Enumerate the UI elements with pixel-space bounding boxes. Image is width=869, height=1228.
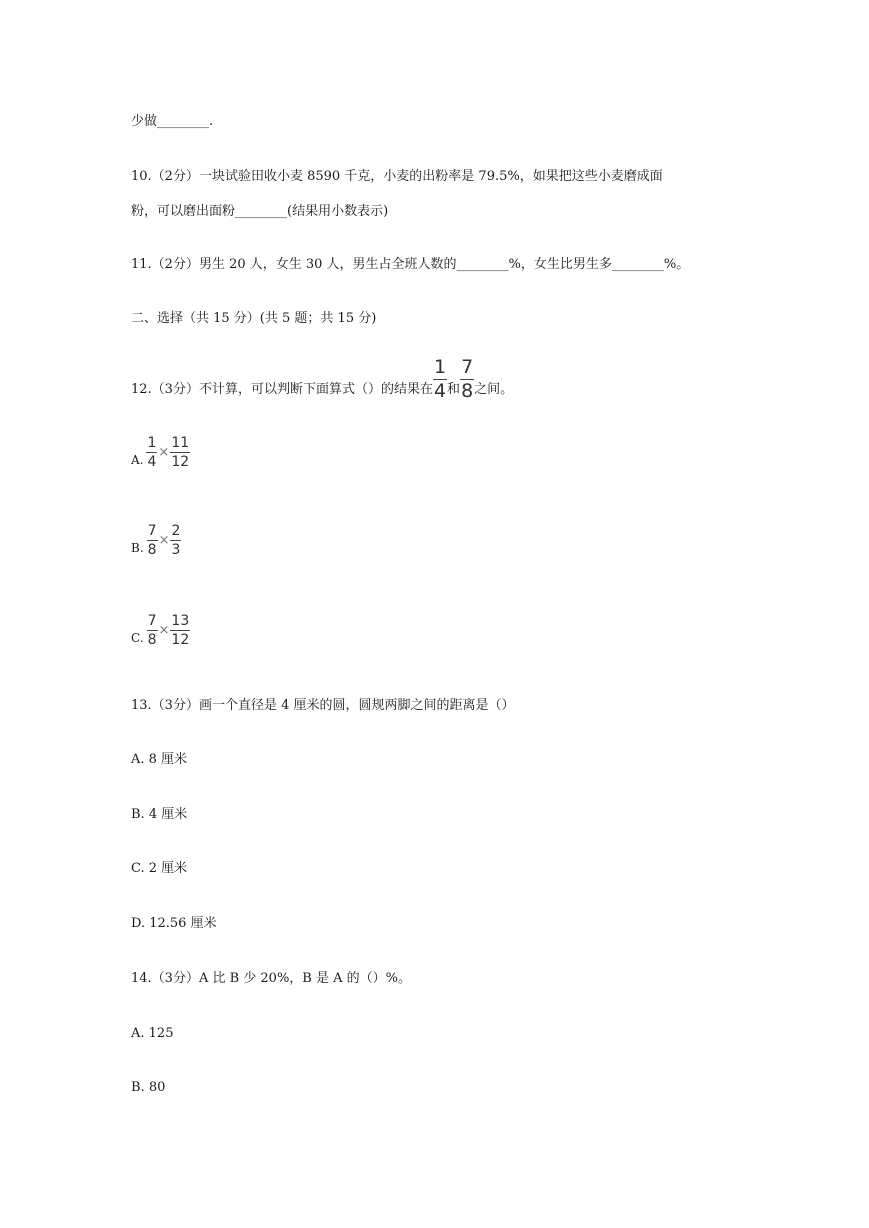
times-sign: ×: [158, 445, 170, 460]
q13-option-b: B. 4 厘米: [131, 807, 188, 822]
fraction-denominator: 8: [147, 632, 157, 648]
q12-option-c: [131, 614, 190, 647]
option-label: A.: [131, 453, 144, 467]
q10-text-line2: 粉，可以磨出面粉________(结果用小数表示): [131, 204, 389, 219]
option-label: C.: [131, 631, 144, 645]
q12-option-b: [131, 524, 181, 557]
section-heading-choice: 二、选择（共 15 分）(共 5 题；共 15 分): [131, 311, 377, 326]
fraction-denominator: 4: [147, 454, 157, 470]
option-label: B.: [131, 541, 144, 555]
q13-text: 13.（3分）画一个直径是 4 厘米的圆，圆规两脚之间的距离是（）: [131, 698, 515, 713]
q13-option-c: C. 2 厘米: [131, 861, 188, 876]
fraction-numerator: 1: [433, 356, 447, 378]
fraction-left: [147, 524, 158, 557]
q12-question: [131, 358, 513, 401]
fraction-right: [170, 524, 181, 557]
fraction-numerator: 1: [147, 435, 157, 451]
q14-option-a: A. 125: [131, 1026, 174, 1041]
fraction-left: [147, 614, 158, 647]
fraction-right: [170, 436, 190, 469]
q13-option-d: D. 12.56 厘米: [131, 916, 217, 931]
fraction-one-quarter: [433, 358, 447, 401]
fraction-left: [146, 436, 157, 469]
fraction-numerator: 11: [171, 435, 190, 451]
option-expression: [147, 524, 182, 557]
fraction-denominator: 12: [171, 632, 190, 648]
q13-option-a: A. 8 厘米: [131, 752, 188, 767]
fraction-numerator: 7: [147, 523, 157, 539]
option-expression: [147, 614, 191, 647]
fraction-numerator: 7: [147, 613, 157, 629]
fraction-denominator: 8: [147, 542, 157, 558]
q12-option-a: [131, 436, 190, 469]
fraction-right: [170, 614, 190, 647]
q14-option-b: B. 80: [131, 1080, 166, 1095]
q12-text-pre: 12.（3分）不计算，可以判断下面算式（）的结果在: [131, 382, 433, 397]
q12-text-post: 之间。: [474, 382, 514, 397]
option-expression: [146, 436, 190, 469]
times-sign: ×: [158, 533, 170, 548]
q11-text: 11.（2分）男生 20 人，女生 30 人，男生占全班人数的________%，女生比男生多________%。: [131, 257, 690, 272]
times-sign: ×: [158, 623, 170, 638]
fraction-numerator: 7: [461, 356, 474, 378]
q12-text-and: 和: [447, 382, 461, 397]
fraction-denominator: 4: [433, 380, 447, 402]
q9-tail-text: 少做________.: [131, 114, 214, 129]
fraction-denominator: 12: [171, 454, 190, 470]
fraction-numerator: 13: [171, 613, 190, 629]
fraction-seven-eighths: [460, 358, 474, 401]
q14-text: 14.（3分）A 比 B 少 20%，B 是 A 的（）%。: [131, 971, 412, 986]
fraction-denominator: 3: [171, 542, 181, 558]
q10-text-line1: 10.（2分）一块试验田收小麦 8590 千克，小麦的出粉率是 79.5%，如果把这些小麦磨成面: [131, 169, 663, 184]
fraction-numerator: 2: [171, 523, 181, 539]
fraction-denominator: 8: [461, 380, 474, 402]
